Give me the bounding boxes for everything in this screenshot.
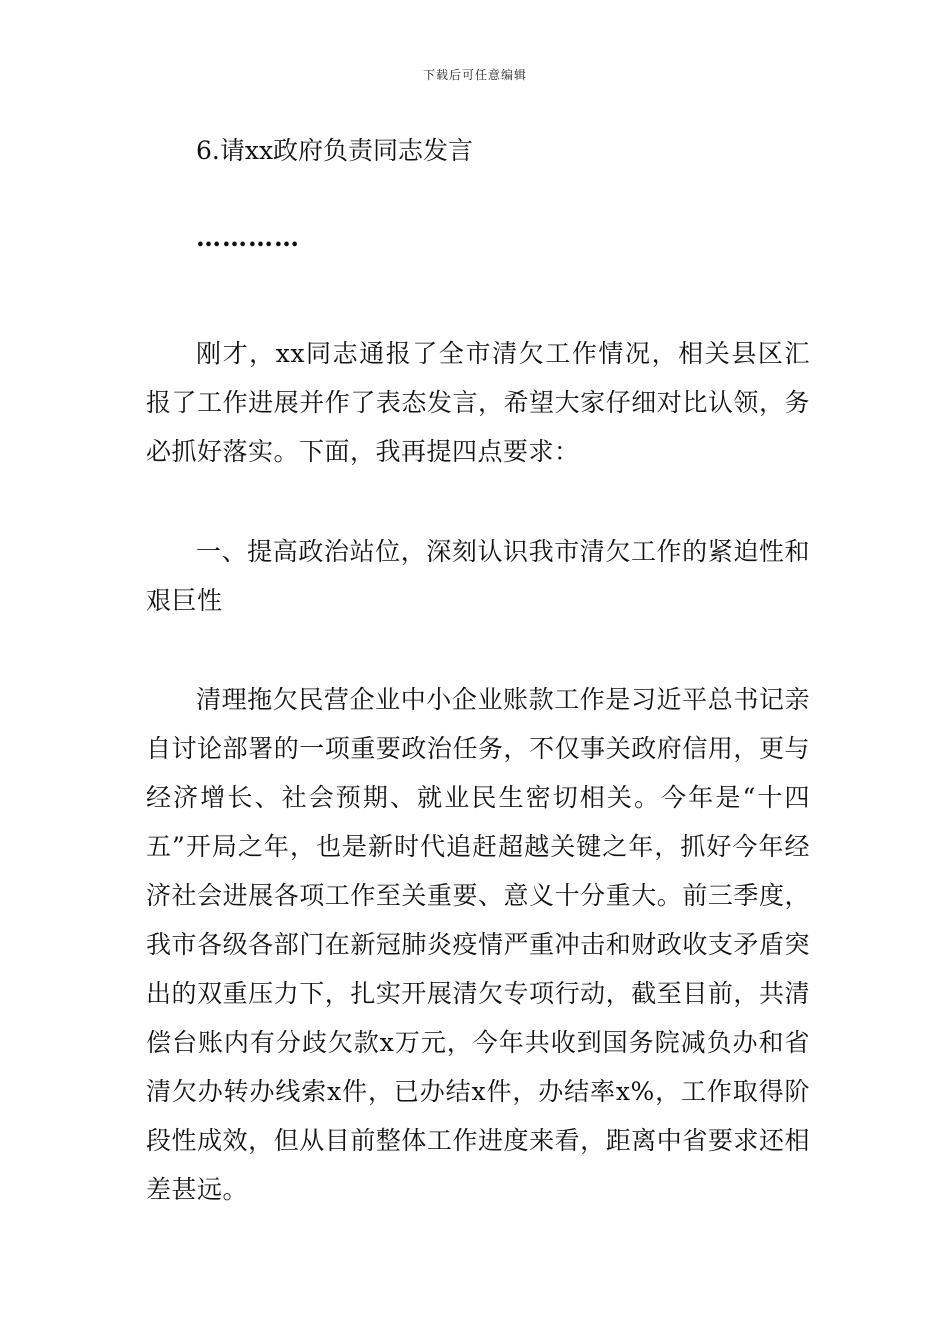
intro-paragraph: 刚才，xx同志通报了全市清欠工作情况，相关县区汇报了工作进展并作了表态发言，希望大家仔细对比认领，务必抓好落实。下面，我再提四点要求： — [146, 339, 810, 466]
ellipsis-line: ………… — [196, 223, 300, 252]
body-paragraph-block — [146, 675, 810, 1214]
section-heading: 一、提高政治站位，深刻认识我市清欠工作的紧迫性和艰巨性 — [146, 537, 810, 615]
intro-paragraph-block — [146, 329, 810, 476]
section-heading-block — [146, 527, 810, 625]
agenda-item-title: 6.请xx政府负责同志发言 — [196, 136, 474, 165]
body-paragraph: 清理拖欠民营企业中小企业账款工作是习近平总书记亲自讨论部署的一项重要政治任务，不仅事关政府信用，更与经济增长、社会预期、就业民生密切相关。今年是“十四五”开局之年，也是新时代追赶超越关键之年，抓好今年经济社会进展各项工作至关重要、意义十分重大。前三季度，我市各级各部门在新冠肺炎疫情严重冲击和财政收支矛盾突出的双重压力下，扎实开展清欠专项行动，截至目前，共清偿台账内有分歧欠款x万元，今年共收到国务院减负办和省清欠办转办线索x件，已办结x件，办结率x%，工作取得阶段性成效，但从目前整体工作进度来看，距离中省要求还相差甚远。 — [146, 685, 810, 1204]
header-note: 下载后可任意编辑 — [422, 68, 527, 82]
